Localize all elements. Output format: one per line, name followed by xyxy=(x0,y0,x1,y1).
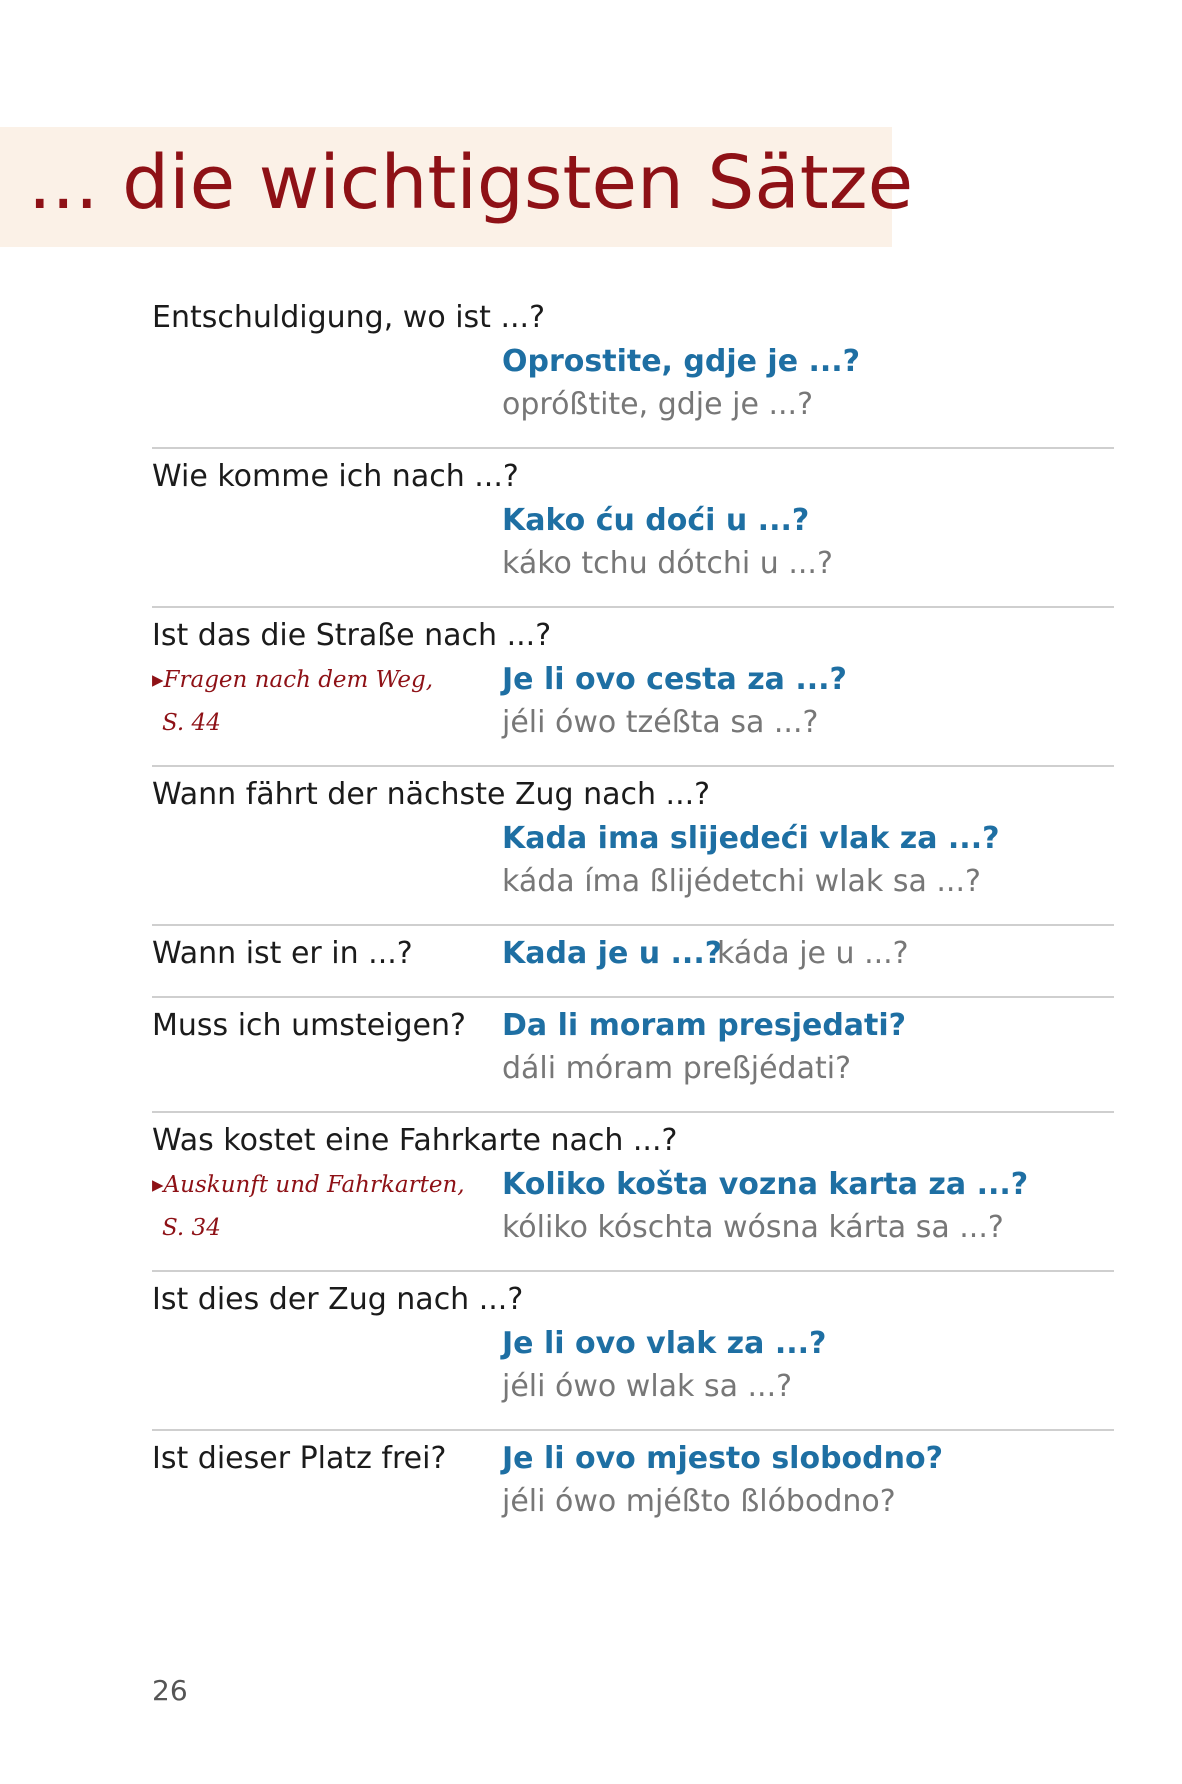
german-phrase: Ist das die Straße nach ...? xyxy=(152,618,552,653)
pronunciation: jéli ówo mjéßto ßlóbodno? xyxy=(502,1484,896,1519)
croatian-phrase: Koliko košta vozna karta za ...? xyxy=(502,1167,1029,1202)
phrase-entry xyxy=(152,998,1114,1113)
pronunciation: dáli móram preßjédati? xyxy=(502,1051,851,1086)
pronunciation: káko tchu dótchi u ...? xyxy=(502,546,833,581)
page-title: ... die wichtigsten Sätze xyxy=(28,140,914,226)
german-phrase: Wann ist er in ...? xyxy=(152,936,413,971)
phrase-entry xyxy=(152,290,1114,449)
croatian-phrase: Je li ovo mjesto slobodno? xyxy=(502,1441,944,1476)
cross-reference-page[interactable]: S. 44 xyxy=(162,710,221,736)
phrase-entry xyxy=(152,449,1114,608)
phrase-entry xyxy=(152,1113,1114,1272)
croatian-phrase: Kada je u ...? xyxy=(502,936,723,971)
croatian-phrase: Oprostite, gdje je ...? xyxy=(502,344,861,379)
german-phrase: Ist dies der Zug nach ...? xyxy=(152,1282,524,1317)
german-phrase: Entschuldigung, wo ist ...? xyxy=(152,300,546,335)
phrase-entry xyxy=(152,926,1114,998)
pronunciation: káda íma ßlijédetchi wlak sa ...? xyxy=(502,864,981,899)
phrase-entry xyxy=(152,1431,1114,1546)
croatian-phrase: Kada ima slijedeći vlak za ...? xyxy=(502,821,1000,856)
phrase-entry xyxy=(152,608,1114,767)
cross-reference-page[interactable]: S. 34 xyxy=(162,1215,221,1241)
pronunciation: opróßtite, gdje je ...? xyxy=(502,387,813,422)
german-phrase: Was kostet eine Fahrkarte nach ...? xyxy=(152,1123,678,1158)
croatian-phrase: Je li ovo cesta za ...? xyxy=(502,662,847,697)
pronunciation: jéli ówo tzéßta sa ...? xyxy=(502,705,819,740)
german-phrase: Ist dieser Platz frei? xyxy=(152,1441,447,1476)
pronunciation: jéli ówo wlak sa ...? xyxy=(502,1369,793,1404)
cross-reference[interactable]: ▸Auskunft und Fahrkarten, xyxy=(152,1172,465,1198)
croatian-phrase: Je li ovo vlak za ...? xyxy=(502,1326,827,1361)
german-phrase: Wann fährt der nächste Zug nach ...? xyxy=(152,777,711,812)
pronunciation: káda je u ...? xyxy=(717,936,909,971)
phrase-entry xyxy=(152,767,1114,926)
phrase-entry xyxy=(152,1272,1114,1431)
croatian-phrase: Da li moram presjedati? xyxy=(502,1008,907,1043)
pronunciation: kóliko kóschta wósna kárta sa ...? xyxy=(502,1210,1004,1245)
page-number: 26 xyxy=(152,1674,188,1707)
cross-reference[interactable]: ▸Fragen nach dem Weg, xyxy=(152,667,434,693)
phrase-list xyxy=(152,290,1114,1546)
croatian-phrase: Kako ću doći u ...? xyxy=(502,503,810,538)
german-phrase: Wie komme ich nach ...? xyxy=(152,459,519,494)
german-phrase: Muss ich umsteigen? xyxy=(152,1008,466,1043)
